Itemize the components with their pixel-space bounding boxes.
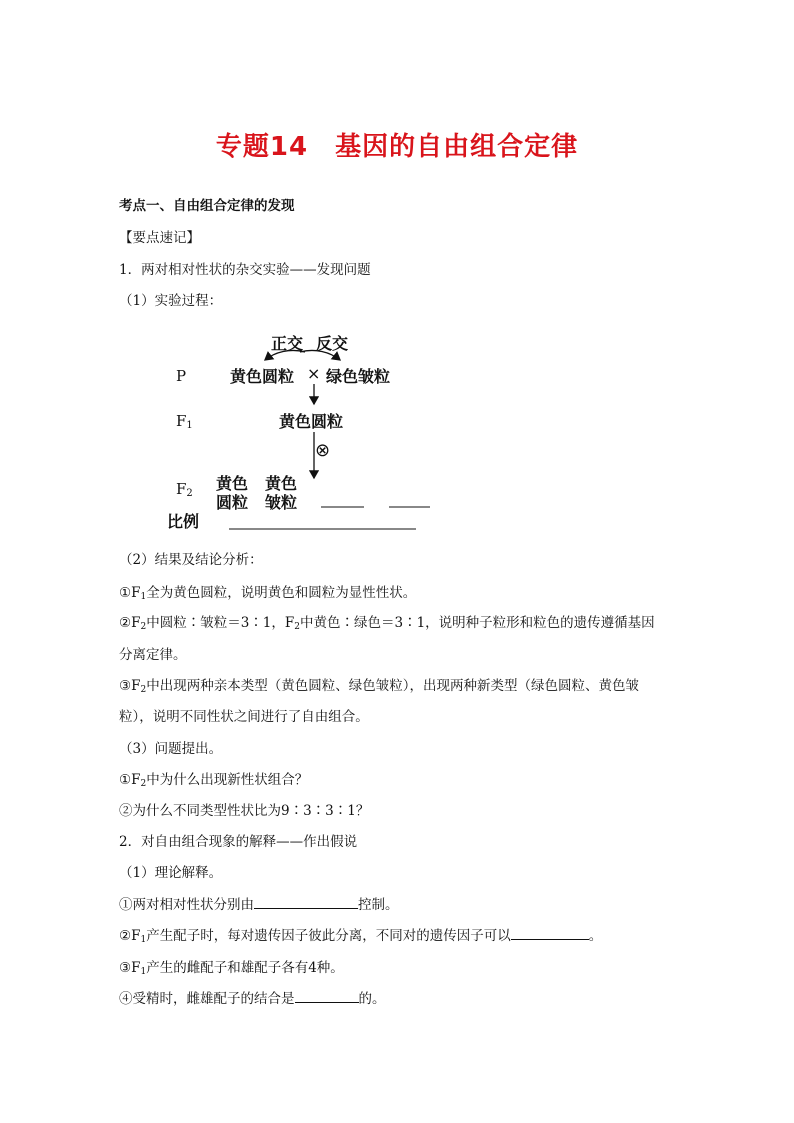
fill-blank-1[interactable] (254, 896, 358, 909)
f1-phenotype: 黄色圆粒 (279, 412, 344, 431)
item1-sub2: （2）结果及结论分析： (119, 552, 263, 568)
item1-heading: 1．两对相对性状的杂交实验——发现问题 (119, 262, 371, 278)
theory-2: $②F_1$产生配子时，每对遗传因子彼此分离，不同对的遗传因子可以 。 (119, 928, 603, 945)
theory-4: ④受精时，雌雄配子的结合是 的。 (119, 991, 386, 1007)
result-2: $②F_2$中圆粒∶皱粒＝3∶1，$F_2$中黄色∶绿色＝3∶1，说明种子粒形和粒色的遗传遵循基因 (119, 615, 655, 632)
generation-f1: $F_1$ (176, 412, 193, 431)
question-2: ②为什么不同类型性状比为9∶3∶3∶1？ (119, 803, 370, 819)
result-1: $①F_1$全为黄色圆粒，说明黄色和圆粒为显性性状。 (119, 585, 417, 602)
key-points-label: 【要点速记】 (119, 230, 200, 246)
ratio-label: 比例 (167, 512, 200, 531)
result-2-cont: 分离定律。 (119, 647, 187, 663)
result-3-cont: 粒），说明不同性状之间进行了自由组合。 (119, 709, 369, 725)
selfing-symbol: ⊗ (315, 440, 331, 461)
section-heading: 考点一、自由组合定律的发现 (119, 198, 295, 214)
f2-yellow-wrinkled-line1: 黄色 (265, 474, 298, 493)
item1-sub3: （3）问题提出。 (119, 741, 223, 757)
fill-blank-3[interactable] (295, 990, 359, 1003)
generation-f2: $F_2$ (176, 480, 193, 499)
fill-blank-2[interactable] (511, 927, 589, 940)
item2-heading: 2．对自由组合现象的解释——作出假说 (119, 834, 358, 850)
parent-right-phenotype: 绿色皱粒 (326, 367, 391, 386)
f2-yellow-wrinkled-line2: 皱粒 (265, 493, 298, 512)
item1-sub1: （1）实验过程： (119, 293, 223, 309)
page-title: 专题14 基因的自由组合定律 (215, 132, 579, 162)
reverse-cross-label: 反交 (316, 334, 349, 353)
cross-symbol: × (307, 364, 321, 383)
item2-sub1: （1）理论解释。 (119, 865, 223, 881)
parent-left-phenotype: 黄色圆粒 (230, 367, 295, 386)
f2-yellow-round-line1: 黄色 (216, 474, 249, 493)
result-3: $③F_2$中出现两种亲本类型（黄色圆粒、绿色皱粒），出现两种新类型（绿色圆粒、黄色皱 (119, 678, 639, 695)
theory-3: $③F_1$产生的雌配子和雄配子各有4种。 (119, 960, 344, 977)
theory-1: ①两对相对性状分别由 控制。 (119, 897, 399, 913)
question-1: $①F_2$中为什么出现新性状组合？ (119, 772, 309, 789)
forward-cross-label: 正交 (271, 334, 304, 353)
generation-p: P (176, 367, 187, 385)
f2-yellow-round-line2: 圆粒 (216, 493, 249, 512)
